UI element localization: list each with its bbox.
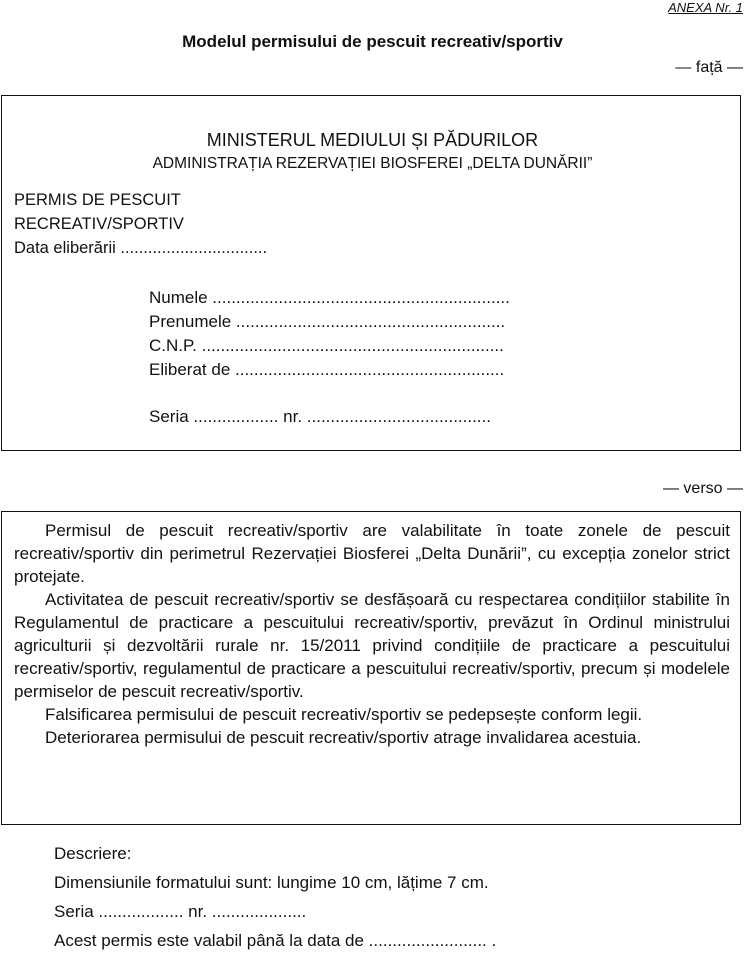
name-field: Numele ...............................................................	[149, 288, 510, 307]
validity-zone-paragraph: Permisul de pescuit recreativ/sportiv are valabilitate în toate zonele de pescuit recreativ/sportiv din perimetrul Rezervației Biosferei „Delta Dunării”, cu excepția zonelor strict protejate.	[14, 521, 730, 586]
regulation-paragraph: Activitatea de pescuit recreativ/sportiv se desfășoară cu respectarea condițiilor stabilite în Regulamentul de practicare a pescuitului recreativ/sportiv, prevăzut în Ordinul ministrului agriculturii și dezvoltării rurale nr. 15/2011 privind condițiile de practicare a pescuitului recreativ/sportiv, regulamentul de practicare a pescuitului recreativ/sportiv, precum și modelele permiselor de pescuit recreativ/sportiv.	[14, 590, 730, 701]
issued-by-field: Eliberat de .........................................................	[149, 360, 505, 379]
forgery-paragraph: Falsificarea permisului de pescuit recreativ/sportiv se pedepsește conform legii.	[45, 705, 643, 724]
series-number-field: Seria .................. nr. .......................................	[149, 407, 491, 426]
first-name-field: Prenumele .........................................................	[149, 312, 506, 331]
front-side-label: — față —	[675, 59, 743, 76]
issue-date-field: Data eliberării ................................	[14, 239, 268, 257]
description-heading: Descriere:	[54, 844, 132, 863]
dimensions-line: Dimensiunile formatului sunt: lungime 10 cm, lățime 7 cm.	[54, 873, 489, 892]
damage-paragraph: Deteriorarea permisului de pescuit recreativ/sportiv atrage invalidarea acestuia.	[45, 728, 642, 747]
permit-back-box	[1, 511, 741, 825]
document-title: Modelul permisului de pescuit recreativ/sportiv	[182, 32, 563, 51]
annex-label: ANEXA Nr. 1	[668, 0, 743, 15]
validity-date-line: Acest permis este valabil până la data de ......................... .	[54, 931, 497, 950]
back-side-label: — verso —	[662, 480, 743, 497]
permit-type-line2: RECREATIV/SPORTIV	[14, 215, 184, 233]
description-series-line: Seria .................. nr. ....................	[54, 902, 307, 921]
permit-type-line1: PERMIS DE PESCUIT	[14, 191, 181, 209]
cnp-field: C.N.P. ................................................................	[149, 336, 504, 355]
administration-heading: ADMINISTRAȚIA REZERVAȚIEI BIOSFEREI „DELTA DUNĂRII”	[152, 155, 593, 172]
ministry-heading: MINISTERUL MEDIULUI ȘI PĂDURILOR	[206, 130, 539, 150]
